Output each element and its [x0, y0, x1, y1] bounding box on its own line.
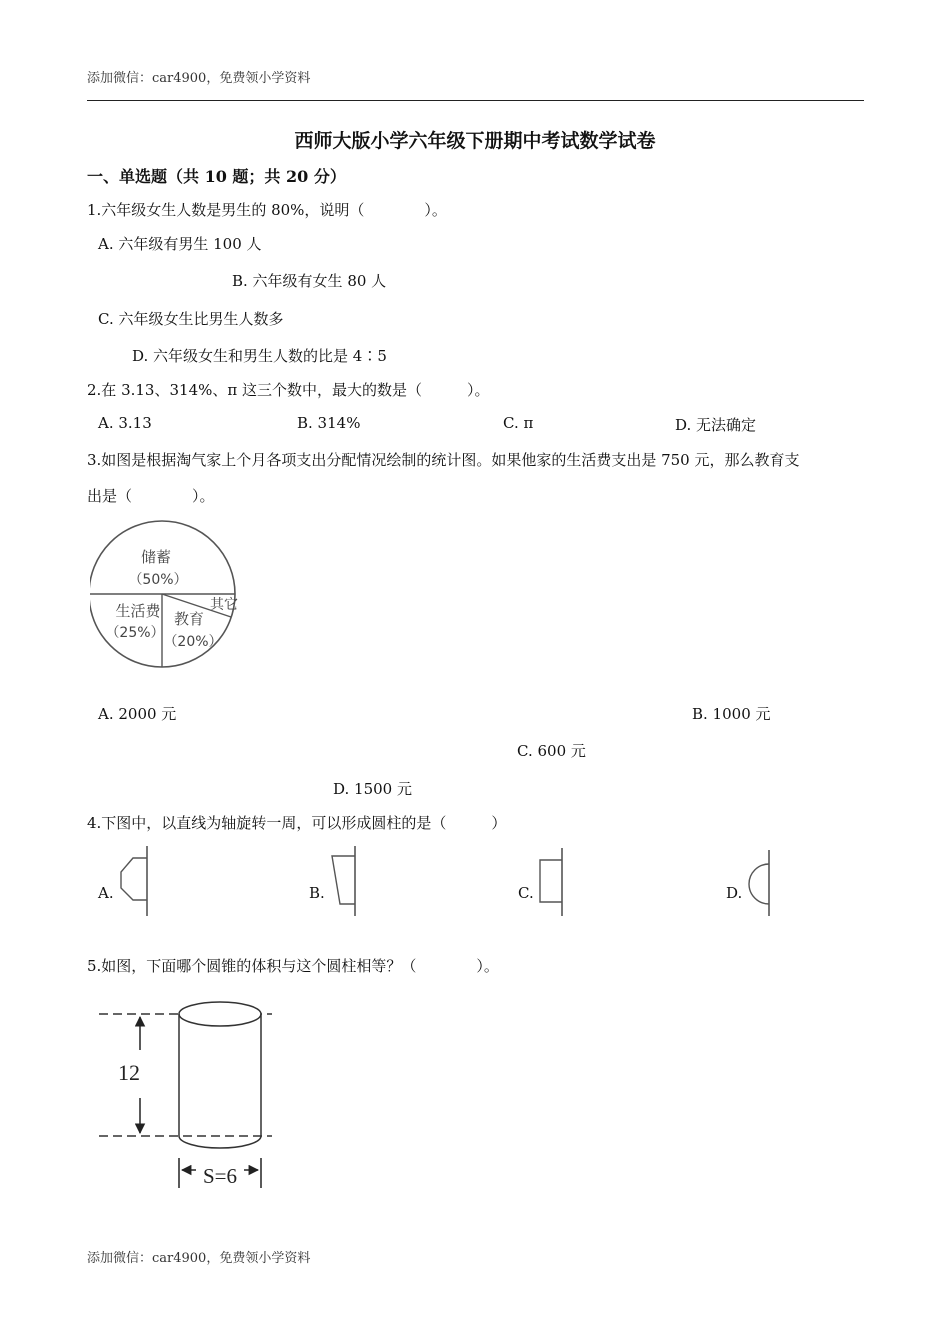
question-2-option-c[interactable]: C. π	[503, 414, 534, 432]
pie-label-savings-pct: （50%）	[128, 572, 188, 588]
cylinder-top	[179, 1002, 261, 1026]
question-3-option-d[interactable]: D. 1500 元	[333, 780, 412, 798]
question-4-option-a[interactable]: A.	[98, 884, 114, 902]
question-3-stem-line2: 出是（ ）。	[87, 487, 215, 505]
page-title: 西师大版小学六年级下册期中考试数学试卷	[294, 130, 656, 152]
cylinder-figure	[96, 998, 276, 1194]
question-2-option-a[interactable]: A. 3.13	[98, 414, 152, 432]
question-2-option-d[interactable]: D. 无法确定	[675, 416, 757, 434]
section-heading: 一、单选题（共 10 题；共 20 分）	[87, 167, 346, 186]
question-2-option-b[interactable]: B. 314%	[297, 414, 361, 432]
shape-a-trapezoid-figure	[116, 844, 152, 918]
page-footer: 添加微信：car4900，免费领小学资料	[87, 1251, 311, 1266]
question-3-option-a[interactable]: A. 2000 元	[98, 705, 177, 723]
question-1-option-b[interactable]: B. 六年级有女生 80 人	[232, 272, 387, 290]
page-header: 添加微信：car4900，免费领小学资料	[87, 71, 311, 86]
question-3-option-b[interactable]: B. 1000 元	[692, 705, 771, 723]
expense-pie-chart	[90, 518, 250, 672]
shape-d-semicircle-figure	[744, 848, 774, 918]
shape-b-trapezoid-figure	[328, 844, 360, 918]
height-label: 12	[118, 1060, 140, 1085]
question-4-option-d[interactable]: D.	[726, 884, 743, 902]
question-4-option-c[interactable]: C.	[518, 884, 534, 902]
pie-label-living: 生活费	[115, 602, 161, 620]
question-1-option-a[interactable]: A. 六年级有男生 100 人	[98, 235, 262, 253]
shape-c-rectangle-figure	[534, 846, 566, 918]
question-2-stem: 2.在 3.13、314%、π 这三个数中，最大的数是（ ）。	[87, 381, 490, 399]
base-area-label: S=6	[202, 1164, 238, 1188]
question-1-option-d[interactable]: D. 六年级女生和男生人数的比是 4∶5	[132, 347, 387, 365]
question-4-option-b[interactable]: B.	[309, 884, 325, 902]
pie-label-education: 教育	[173, 610, 205, 628]
pie-label-savings: 储蓄	[140, 548, 172, 566]
pie-label-other: 其它	[210, 597, 238, 613]
question-1-stem: 1.六年级女生人数是男生的 80%，说明（ ）。	[87, 201, 447, 219]
question-1-option-c[interactable]: C. 六年级女生比男生人数多	[98, 310, 284, 328]
question-5-stem: 5.如图，下面哪个圆锥的体积与这个圆柱相等？（ ）。	[87, 957, 499, 975]
question-3-option-c[interactable]: C. 600 元	[517, 742, 586, 760]
pie-label-education-pct: （20%）	[163, 634, 223, 650]
question-4-stem: 4.下图中，以直线为轴旋转一周，可以形成圆柱的是（ ）	[87, 814, 507, 832]
header-rule	[87, 100, 864, 101]
cylinder-bottom	[179, 1136, 261, 1148]
question-3-stem-line1: 3.如图是根据淘气家上个月各项支出分配情况绘制的统计图。如果他家的生活费支出是 750 元，那么教育支	[87, 451, 800, 469]
pie-label-living-pct: （25%）	[105, 625, 165, 641]
